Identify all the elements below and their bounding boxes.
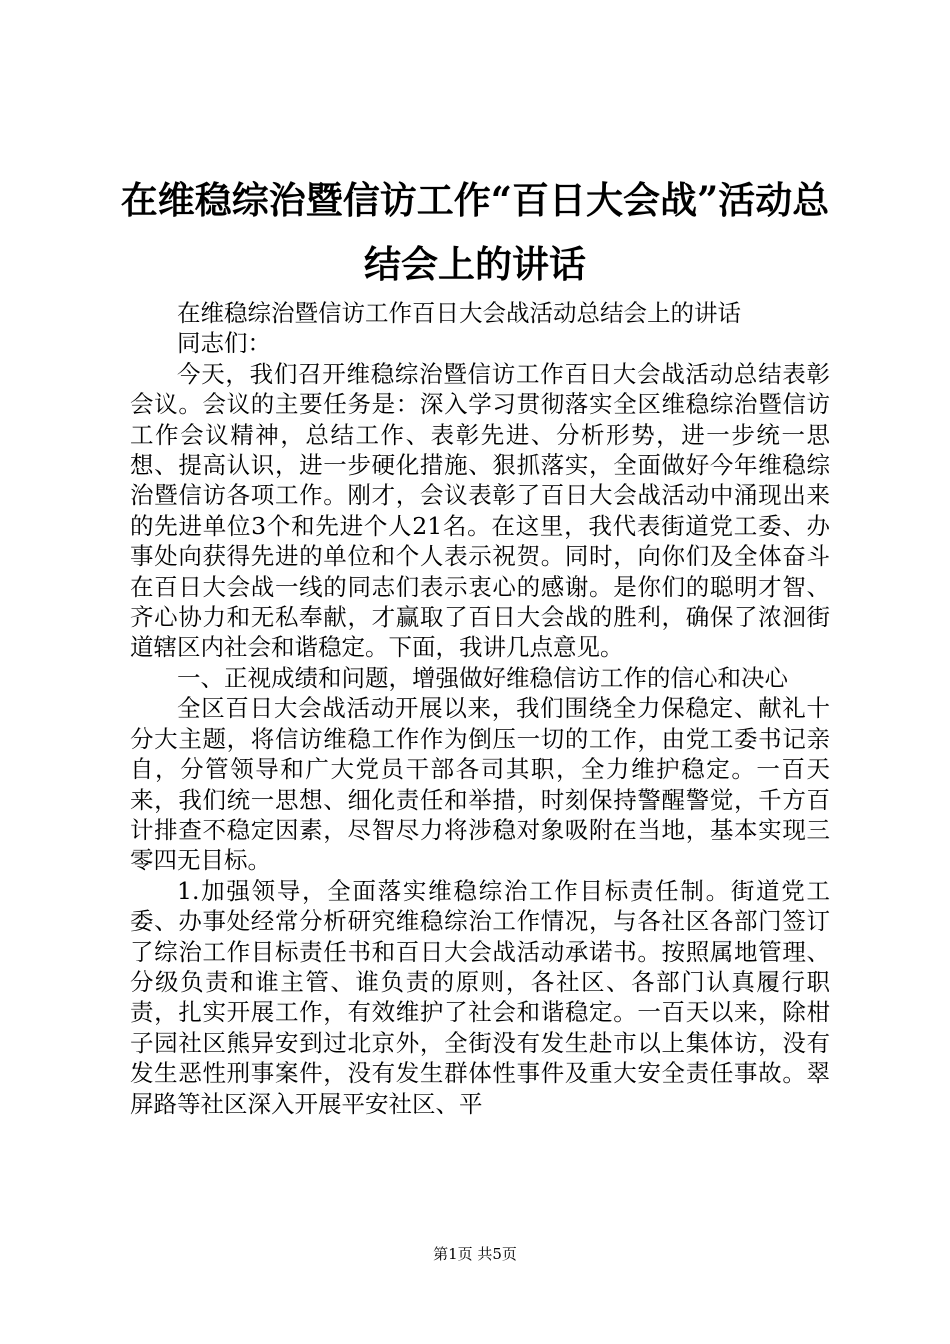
body-paragraph: 全区百日大会战活动开展以来，我们围绕全力保稳定、献礼十分大主题，将信访维稳工作作为倒压一切的工作，由党工委书记亲自，分管领导和广大党员干部各司其职，全力维护稳定。一百天来，我们统一思想、细化责任和举措，时刻保持警醒警觉，千方百计排查不稳定因素，尽智尽力将涉稳对象吸附在当地，基本实现三零四无目标。: [130, 694, 830, 875]
body-paragraph: 1.加强领导，全面落实维稳综治工作目标责任制。街道党工委、办事处经常分析研究维稳综治工作情况，与各社区各部门签订了综治工作目标责任书和百日大会战活动承诺书。按照属地管理、分级负责和谁主管、谁负责的原则，各社区、各部门认真履行职责，扎实开展工作，有效维护了社会和谐稳定。一百天以来，除柑子园社区熊异安到过北京外，全街没有发生赴市以上集体访，没有发生恶性刑事案件，没有发生群体性事件及重大安全责任事故。翠屏路等社区深入开展平安社区、平: [130, 876, 830, 1118]
document-body: [130, 298, 830, 1119]
page-footer: 第1页 共5页: [433, 1245, 517, 1263]
subtitle-paragraph: 在维稳综治暨信访工作百日大会战活动总结会上的讲话: [177, 299, 741, 327]
section-heading: 一、正视成绩和问题，增强做好维稳信访工作的信心和决心: [177, 663, 788, 692]
title-line-2: 结会上的讲话: [364, 242, 586, 286]
title-line-1: 在维稳综治暨信访工作“百日大会战”活动总: [120, 178, 830, 222]
body-paragraph: 今天，我们召开维稳综治暨信访工作百日大会战活动总结表彰会议。会议的主要任务是：深入学习贯彻落实全区维稳综治暨信访工作会议精神，总结工作、表彰先进、分析形势，进一步统一思想、提高认识，进一步硬化措施、狠抓落实，全面做好今年维稳综治暨信访各项工作。刚才，会议表彰了百日大会战活动中涌现出来的先进单位3个和先进个人21名。在这里，我代表街道党工委、办事处向获得先进的单位和个人表示祝贺。同时，向你们及全体奋斗在百日大会战一线的同志们表示衷心的感谢。是你们的聪明才智、齐心协力和无私奉献，才赢取了百日大会战的胜利，确保了浓洄街道辖区内社会和谐稳定。下面，我讲几点意见。: [130, 359, 830, 662]
document-title: [110, 168, 840, 296]
salutation-paragraph: 同志们：: [177, 329, 271, 358]
